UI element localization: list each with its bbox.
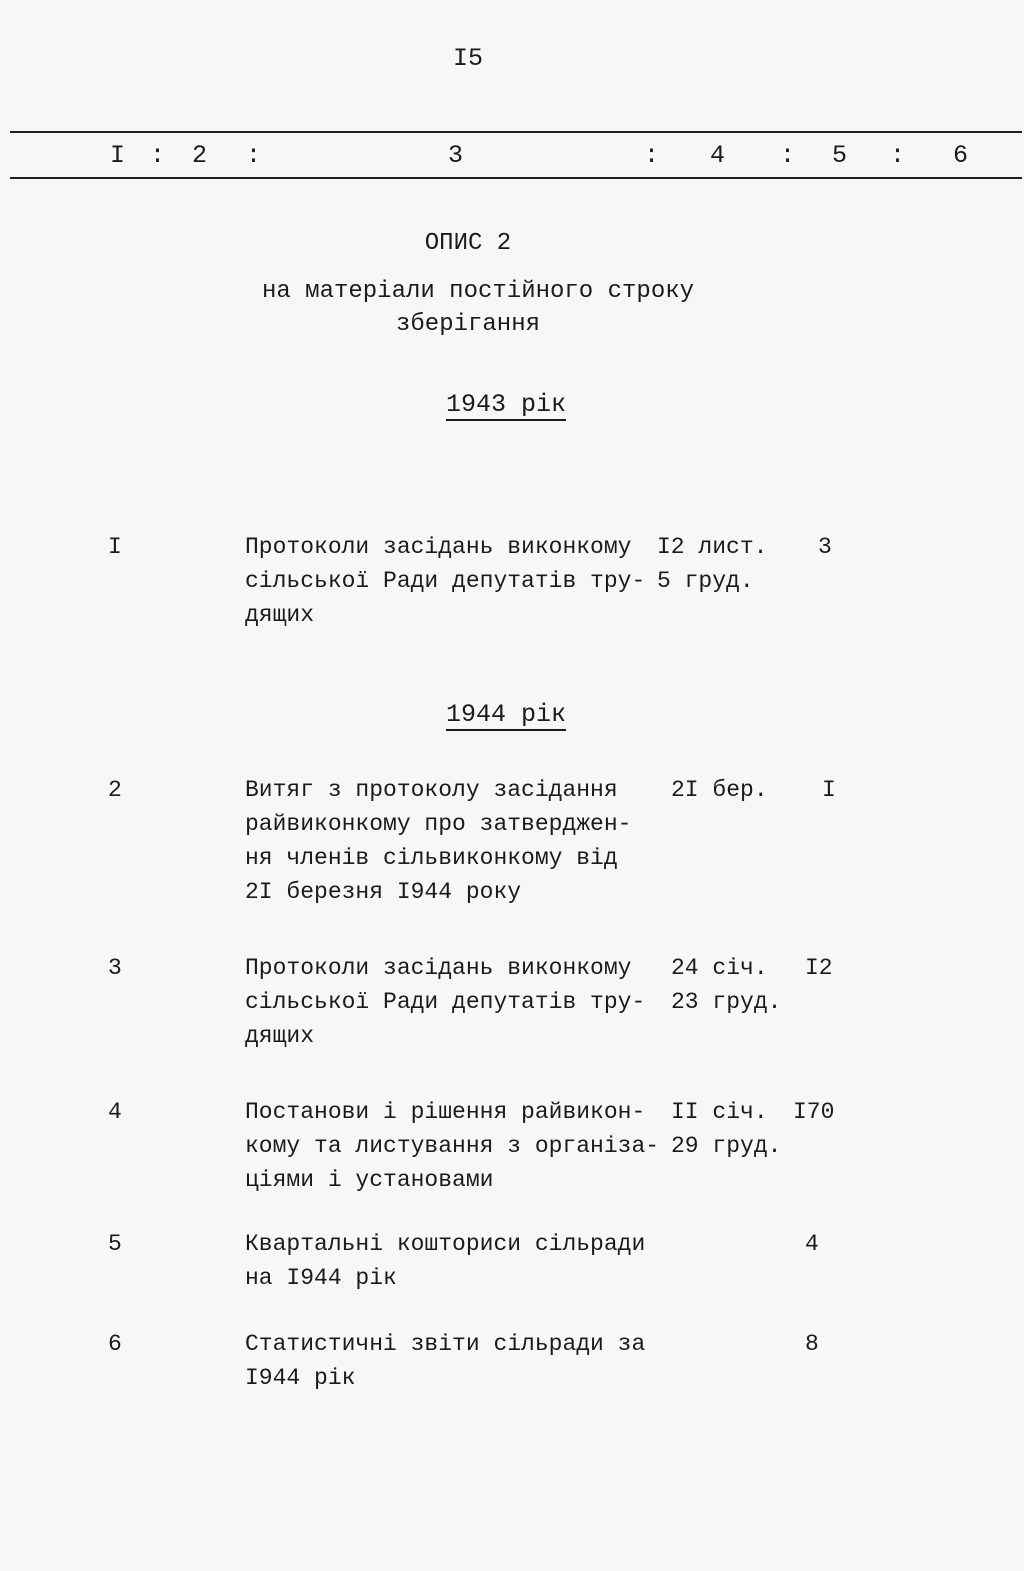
- entry-number: 2: [108, 777, 122, 803]
- document-title: ОПИС 2: [424, 230, 512, 257]
- entry-sheet-count: 8: [805, 1331, 819, 1357]
- column-header-3: 3: [448, 141, 464, 170]
- entry-description: Постанови і рішення райвикон- кому та листування з організа- ціями і установами: [245, 1099, 660, 1193]
- section-year-1944: 1944 рік: [445, 700, 567, 729]
- column-header-4: 4: [710, 141, 726, 170]
- entry-number: 5: [108, 1231, 122, 1257]
- column-separator: :: [780, 141, 796, 170]
- entry-dates: I2 лист. 5 груд.: [657, 534, 768, 594]
- entry-number: 6: [108, 1331, 122, 1357]
- entry-sheet-count: 4: [805, 1231, 819, 1257]
- entry-description: Протоколи засідань виконкому сільської Ради депутатів тру- дящих: [245, 955, 646, 1049]
- entry-number: I: [108, 534, 122, 560]
- page-number: I5: [452, 44, 483, 73]
- column-header-5: 5: [832, 141, 848, 170]
- entry-sheet-count: I: [822, 777, 836, 803]
- column-header-6: 6: [953, 141, 969, 170]
- column-separator: :: [246, 141, 262, 170]
- entry-description: Витяг з протоколу засідання райвиконкому про затверджен- ня членів сільвиконкому від 2I березня I944 року: [245, 777, 632, 905]
- entry-sheet-count: 3: [818, 534, 832, 560]
- header-rule-bottom: [10, 177, 1022, 179]
- entry-dates: 2I бер.: [671, 777, 768, 803]
- column-separator: :: [644, 141, 660, 170]
- column-header-1: I: [110, 141, 126, 170]
- entry-description: Квартальні кошториси сільради на I944 рік: [245, 1231, 646, 1291]
- entry-sheet-count: I2: [805, 955, 833, 981]
- header-rule-top: [10, 131, 1022, 133]
- entry-dates: II січ. 29 груд.: [671, 1099, 782, 1159]
- column-header-2: 2: [192, 141, 208, 170]
- entry-sheet-count: I70: [793, 1099, 835, 1125]
- entry-description: Протоколи засідань виконкому сільської Ради депутатів тру- дящих: [245, 534, 646, 628]
- column-separator: :: [890, 141, 906, 170]
- document-subtitle-line1: на матеріали постійного строку: [261, 278, 695, 305]
- column-separator: :: [150, 141, 166, 170]
- document-subtitle-line2: зберігання: [395, 311, 541, 338]
- entry-dates: 24 січ. 23 груд.: [671, 955, 782, 1015]
- entry-number: 4: [108, 1099, 122, 1125]
- section-year-1943: 1943 рік: [445, 390, 567, 419]
- entry-description: Статистичні звіти сільради за I944 рік: [245, 1331, 646, 1391]
- entry-number: 3: [108, 955, 122, 981]
